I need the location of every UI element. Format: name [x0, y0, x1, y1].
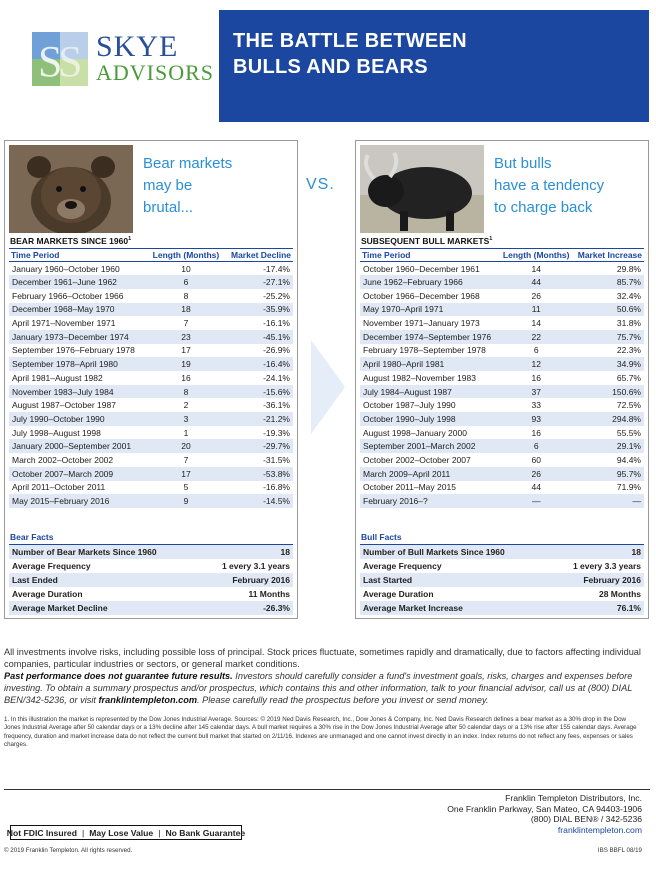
title-banner	[219, 10, 649, 122]
length-cell: 14	[531, 318, 541, 329]
length-cell: —	[500, 494, 573, 508]
time-period-cell: April 1971–November 1971	[12, 318, 116, 329]
change-cell: 94.4%	[616, 454, 641, 465]
change-cell: -16.8%	[263, 482, 290, 493]
change-cell: -25.2%	[263, 290, 290, 301]
logo-text-advisors: ADVISORS	[96, 60, 215, 85]
fact-label: Last Ended	[9, 573, 199, 587]
vs-label: VS.	[306, 176, 335, 193]
bull-markets-table	[360, 248, 644, 508]
change-cell: -16.1%	[263, 318, 290, 329]
fact-value: 76.1%	[549, 601, 644, 615]
table-row	[9, 371, 293, 385]
fact-label: Number of Bear Markets Since 1960	[9, 545, 199, 559]
fact-value: 18	[199, 545, 293, 559]
table-row	[360, 412, 644, 426]
time-period-cell: October 1966–December 1968	[363, 290, 480, 301]
length-cell: 16	[531, 427, 541, 438]
bear-facts-title: Bear Facts	[10, 532, 54, 542]
bear-tagline	[143, 153, 293, 219]
change-cell: —	[573, 494, 644, 508]
fdic-item: No Bank Guarantee	[165, 827, 246, 838]
arrow-right-icon	[307, 332, 349, 442]
divider: |	[81, 827, 85, 838]
divider: |	[158, 827, 161, 838]
fact-value: -26.3%	[199, 601, 293, 615]
change-cell: 95.7%	[573, 467, 644, 481]
fact-row	[360, 587, 644, 601]
change-cell: -35.9%	[224, 303, 293, 317]
length-cell: 37	[500, 385, 573, 399]
length-cell: 3	[148, 412, 224, 426]
table-row	[9, 385, 293, 399]
fact-row	[9, 573, 293, 587]
change-cell: -36.1%	[263, 400, 290, 411]
table-row	[9, 494, 293, 508]
table-row	[360, 289, 644, 303]
bull-facts-table	[360, 544, 644, 615]
table-row	[360, 303, 644, 317]
phone-number: (800) DIAL BEN® / 342-5236	[530, 814, 642, 825]
length-cell: 93	[500, 412, 573, 426]
length-cell: 1	[183, 427, 189, 438]
table-row	[360, 357, 644, 371]
length-cell: 7	[183, 454, 189, 465]
disclaimer-paragraph	[4, 670, 644, 706]
table-row	[9, 439, 293, 453]
svg-text:S: S	[38, 37, 63, 86]
column-header: Time Period	[9, 249, 148, 262]
length-cell: 6	[500, 439, 573, 453]
change-cell: -29.7%	[224, 439, 293, 453]
time-period-cell: January 1973–December 1974	[9, 330, 148, 344]
document-code: IBS BBFL 08/19	[597, 847, 642, 854]
fact-row	[9, 587, 293, 601]
length-cell: 5	[183, 482, 189, 493]
fact-row	[9, 601, 293, 615]
change-cell: 50.6%	[573, 303, 644, 317]
length-cell: 44	[531, 482, 541, 493]
fact-label: Number of Bull Markets Since 1960	[360, 545, 549, 559]
fact-value: 18	[549, 545, 644, 559]
time-period-cell: August 1982–November 1983	[363, 372, 476, 383]
time-period-cell: October 1987–July 1990	[363, 400, 456, 411]
table-row	[9, 275, 293, 289]
fact-value: 1 every 3.1 years	[221, 560, 290, 571]
length-cell: 20	[148, 439, 224, 453]
risk-disclaimer	[4, 646, 644, 706]
fdic-item: Not FDIC Insured	[6, 827, 77, 838]
fact-value: 11 Months	[248, 589, 290, 600]
column-header: Market Decline	[224, 249, 293, 262]
table-row	[360, 467, 644, 481]
fact-label: Last Started	[360, 573, 549, 587]
column-header: Length (Months)	[148, 249, 224, 262]
change-cell: -21.2%	[224, 412, 293, 426]
table-row	[9, 398, 293, 412]
table-row	[9, 344, 293, 358]
bear-facts-table	[9, 544, 293, 615]
company-address	[447, 793, 642, 835]
time-period-cell: March 2002–October 2002	[12, 454, 114, 465]
time-period-cell: July 1984–August 1987	[360, 385, 500, 399]
bear-markets-table	[9, 248, 293, 508]
table-row	[360, 439, 644, 453]
time-period-cell: July 1990–October 1990	[9, 412, 148, 426]
length-cell: 44	[500, 275, 573, 289]
table-row	[360, 316, 644, 330]
page-title-line2: BULLS AND BEARS	[233, 56, 428, 78]
time-period-cell: January 2000–September 2001	[9, 439, 148, 453]
time-period-cell: December 1961–June 1962	[9, 275, 148, 289]
length-cell: 12	[500, 357, 573, 371]
change-cell: -17.4%	[263, 263, 290, 274]
time-period-cell: August 1998–January 2000	[363, 427, 467, 438]
column-header: Market Increase	[573, 249, 644, 262]
length-cell: 23	[148, 330, 224, 344]
fact-row	[360, 545, 644, 559]
svg-text:S: S	[58, 37, 83, 86]
table-row	[360, 262, 644, 276]
skye-advisors-logo	[10, 0, 220, 122]
time-period-cell: October 2002–October 2007	[363, 454, 471, 465]
length-cell: 6	[533, 345, 539, 356]
bull-tagline	[494, 153, 644, 219]
change-cell: -45.1%	[224, 330, 293, 344]
change-cell: 75.7%	[573, 330, 644, 344]
time-period-cell: April 2011–October 2011	[12, 482, 106, 493]
table-row	[360, 481, 644, 495]
bear-photo	[9, 145, 133, 233]
length-cell: 6	[148, 275, 224, 289]
table-row	[9, 412, 293, 426]
column-header: Length (Months)	[500, 249, 573, 262]
bear-tagline-line: Bear markets	[143, 155, 233, 172]
length-cell: 26	[500, 467, 573, 481]
disclaimer-bold: Past performance does not guarantee future results.	[4, 671, 233, 681]
change-cell: 65.7%	[616, 372, 641, 383]
change-cell: 29.1%	[573, 439, 644, 453]
logo-text-skye: SKYE	[96, 30, 179, 63]
table-row	[360, 398, 644, 412]
table-row	[360, 330, 644, 344]
bull-tagline-line: have a tendency	[494, 177, 605, 194]
length-cell: 22	[500, 330, 573, 344]
bear-section-title: BEAR MARKETS SINCE 1960$^1$	[10, 236, 132, 246]
length-cell: 9	[148, 494, 224, 508]
disclaimer-paragraph: All investments involve risks, including possible loss of principal. Stock prices fluctuate, sometimes rapidly and dramatically, due to factors affecting individual companies, particular industries or sectors, or general market conditions.	[4, 647, 641, 669]
table-row	[9, 262, 293, 276]
table-row	[9, 289, 293, 303]
time-period-cell: June 1962–February 1966	[360, 275, 500, 289]
table-row	[360, 426, 644, 440]
table-row	[360, 385, 644, 399]
table-row	[360, 494, 644, 508]
length-cell: 8	[148, 385, 224, 399]
table-row	[9, 467, 293, 481]
time-period-cell: March 2009–April 2011	[360, 467, 500, 481]
time-period-cell: October 2007–March 2009	[9, 467, 148, 481]
table-row	[9, 303, 293, 317]
length-cell: 11	[500, 303, 573, 317]
table-row	[360, 371, 644, 385]
change-cell: -15.6%	[224, 385, 293, 399]
time-period-cell: October 1990–July 1998	[360, 412, 500, 426]
time-period-cell: December 1974–September 1976	[360, 330, 500, 344]
change-cell: -14.5%	[224, 494, 293, 508]
time-period-cell: November 1983–July 1984	[9, 385, 148, 399]
table-row	[9, 453, 293, 467]
length-cell: 10	[181, 263, 191, 274]
company-name: Franklin Templeton Distributors, Inc.	[505, 793, 642, 803]
time-period-cell: April 1981–August 1982	[12, 372, 103, 383]
time-period-cell: August 1987–October 1987	[12, 400, 116, 411]
fact-label: Average Duration	[363, 589, 434, 600]
table-row	[9, 316, 293, 330]
bear-panel	[4, 140, 298, 619]
time-period-cell: January 1960–October 1960	[12, 263, 120, 274]
fact-label: Average Frequency	[363, 560, 442, 571]
change-cell: 294.8%	[573, 412, 644, 426]
footnote: 1. In this illustration the market is represented by the Dow Jones Industrial Average. Sources: © 2019 Ned Davis Research, Inc., Dow Jones & Company, Inc. Ned Davis Research defines a bear market as a 30% drop in the Dow Jones Industrial Average after 50 calendar days or a 13% decline after 145 calendar days. A bull market requires a 30% rise in the Dow Jones Industrial Average after 50 calendar days or a 13% rise after 155 calendar days. Average frequency, duration and market increase data do not reflect the current bull market that started on 2/11/16. Indexes are unmanaged and one cannot invest directly in an index. Index returns do not reflect any fees, expenses or sales charges.	[4, 716, 637, 749]
change-cell: -24.1%	[263, 372, 290, 383]
change-cell: 22.3%	[616, 345, 641, 356]
change-cell: 31.8%	[616, 318, 641, 329]
time-period-cell: September 1978–April 1980	[9, 357, 148, 371]
time-period-cell: July 1998–August 1998	[12, 427, 101, 438]
table-row	[9, 330, 293, 344]
table-row	[9, 426, 293, 440]
length-cell: 8	[183, 290, 189, 301]
fact-row	[9, 559, 293, 573]
length-cell: 26	[531, 290, 541, 301]
bear-tagline-line: may be	[143, 177, 193, 194]
divider	[4, 789, 650, 790]
fact-row	[360, 559, 644, 573]
time-period-cell: December 1968–May 1970	[9, 303, 148, 317]
length-cell: 2	[183, 400, 189, 411]
page-title-line1: THE BATTLE BETWEEN	[233, 30, 467, 52]
table-row	[360, 275, 644, 289]
length-cell: 17	[148, 467, 224, 481]
fact-value: February 2016	[549, 573, 644, 587]
table-row	[360, 344, 644, 358]
fact-label: Average Duration	[12, 589, 83, 600]
length-cell: 33	[531, 400, 541, 411]
change-cell: -27.1%	[224, 275, 293, 289]
copyright: © 2019 Franklin Templeton. All rights reserved.	[4, 847, 133, 854]
bull-facts-title: Bull Facts	[361, 532, 402, 542]
time-period-cell: February 1966–October 1966	[12, 290, 124, 301]
length-cell: 19	[148, 357, 224, 371]
column-header: Time Period	[360, 249, 500, 262]
length-cell: 14	[531, 263, 541, 274]
time-period-cell: November 1971–January 1973	[363, 318, 480, 329]
bull-tagline-line: to charge back	[494, 199, 593, 216]
time-period-cell: February 2016–?	[360, 494, 500, 508]
fact-label: Average Market Increase	[360, 601, 549, 615]
disclaimer-url[interactable]: franklintempleton.com	[98, 695, 198, 705]
table-row	[9, 481, 293, 495]
change-cell: -16.4%	[224, 357, 293, 371]
change-cell: -19.3%	[263, 427, 290, 438]
time-period-cell: September 1976–February 1978	[12, 345, 135, 356]
change-cell: 55.5%	[616, 427, 641, 438]
disclaimer-italic: Investors should carefully consider a fund's investment goals, risks, charges and expenses before investing. To obtain a summary prospectus and/or prospectus, which contains this and other information, talk to your financial advisor, call us at (800) DIAL BEN/342-5236, or visit	[4, 671, 633, 705]
time-period-cell: October 2011–May 2015	[363, 482, 456, 493]
length-cell: 7	[183, 318, 189, 329]
disclaimer-italic-end: . Please carefully read the prospectus before you invest or send money.	[197, 695, 489, 705]
length-cell: 18	[148, 303, 224, 317]
website-link[interactable]: franklintempleton.com	[557, 824, 642, 835]
fact-label: Average Frequency	[12, 560, 91, 571]
length-cell: 60	[531, 454, 541, 465]
fact-value: 28 Months	[598, 589, 641, 600]
length-cell: 16	[531, 372, 541, 383]
bull-panel	[355, 140, 649, 619]
fdic-notice	[6, 825, 246, 840]
time-period-cell: February 1978–September 1978	[363, 345, 486, 356]
change-cell: 72.5%	[616, 400, 641, 411]
length-cell: 17	[181, 345, 191, 356]
time-period-cell: October 1960–December 1961	[363, 263, 480, 274]
street-address: One Franklin Parkway, San Mateo, CA 94403-1906	[447, 803, 642, 814]
change-cell: -31.5%	[263, 454, 290, 465]
time-period-cell: September 2001–March 2002	[360, 439, 500, 453]
change-cell: 32.4%	[616, 290, 641, 301]
time-period-cell: April 1980–April 1981	[360, 357, 500, 371]
fact-row	[360, 601, 644, 615]
fact-row	[9, 545, 293, 559]
fact-row	[360, 573, 644, 587]
time-period-cell: May 2015–February 2016	[9, 494, 148, 508]
change-cell: 85.7%	[573, 275, 644, 289]
bull-section-title: SUBSEQUENT BULL MARKETS$^1$	[361, 236, 493, 246]
bear-tagline-line: brutal...	[143, 199, 194, 216]
table-row	[9, 357, 293, 371]
fdic-item: May Lose Value	[89, 827, 154, 838]
fact-value: 1 every 3.3 years	[572, 560, 641, 571]
change-cell: 150.6%	[573, 385, 644, 399]
change-cell: -53.8%	[224, 467, 293, 481]
fact-value: February 2016	[199, 573, 293, 587]
bull-photo	[360, 145, 484, 233]
bull-tagline-line: But bulls	[494, 155, 552, 172]
table-row	[360, 453, 644, 467]
change-cell: -26.9%	[263, 345, 290, 356]
change-cell: 29.8%	[616, 263, 641, 274]
length-cell: 16	[181, 372, 191, 383]
logo-mark-icon	[32, 32, 88, 86]
time-period-cell: May 1970–April 1971	[360, 303, 500, 317]
fact-label: Average Market Decline	[9, 601, 199, 615]
change-cell: 34.9%	[573, 357, 644, 371]
change-cell: 71.9%	[616, 482, 641, 493]
